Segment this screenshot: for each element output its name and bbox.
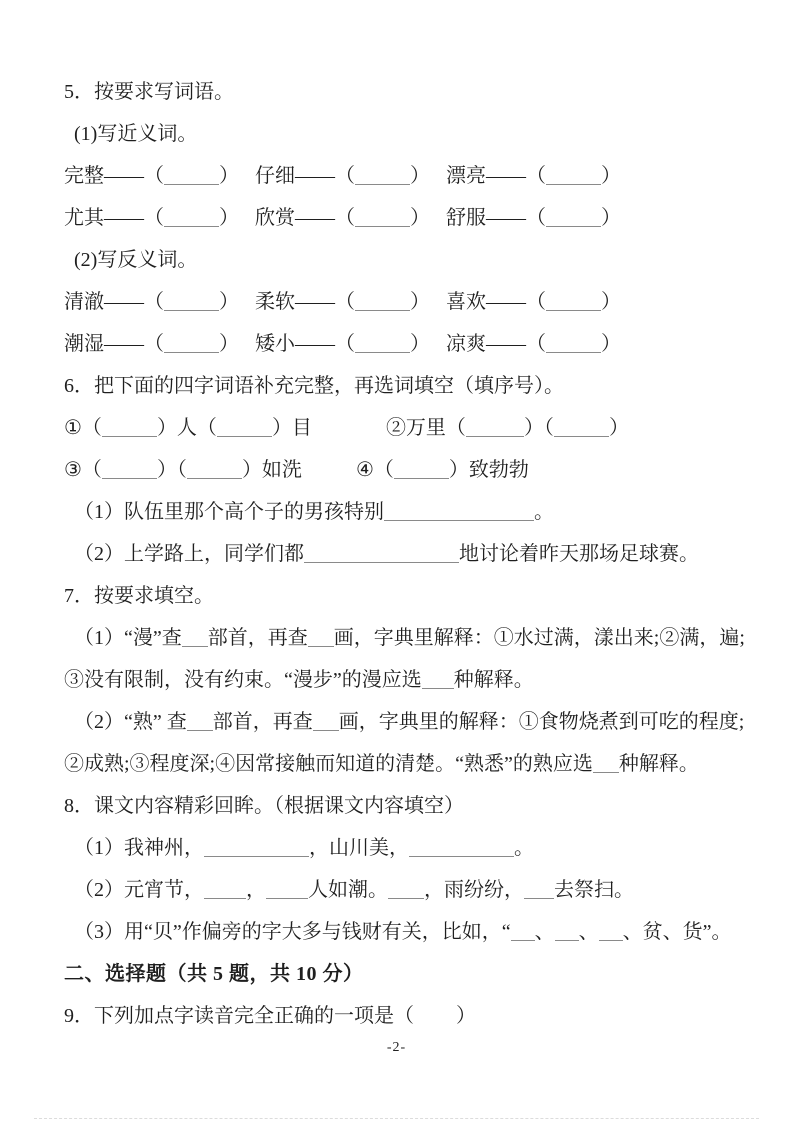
text-run: 种解释。 <box>618 753 699 775</box>
text-run: ） <box>410 291 430 313</box>
answer-blank <box>546 336 601 353</box>
text-run: ） <box>608 417 629 439</box>
text-run: 种解释。 <box>453 669 534 691</box>
text-run: 。 <box>514 837 534 859</box>
text-run: 完整——（ <box>64 165 164 187</box>
text-run: 漂亮——（ <box>446 165 546 187</box>
q7-sub1-line1 <box>64 624 767 652</box>
answer-blank <box>355 210 410 227</box>
text-run: ） <box>601 207 621 229</box>
answer-blank <box>546 210 601 227</box>
text-run: ） <box>601 165 621 187</box>
text-run: 清澈——（ <box>64 291 164 313</box>
answer-blank <box>355 294 410 311</box>
answer-blank <box>554 420 609 437</box>
text-run: （1）我神州， <box>74 837 204 859</box>
q6-idioms-row2 <box>64 456 767 484</box>
q8-fill-2 <box>64 876 767 904</box>
text-run: 潮湿——（ <box>64 333 164 355</box>
q6-idioms-row1 <box>64 414 767 442</box>
q8-fill-1 <box>64 834 767 862</box>
text-run: ） <box>410 333 430 355</box>
text-run: （2）元宵节， <box>74 879 204 901</box>
answer-blank <box>422 672 454 689</box>
spacer <box>239 349 255 350</box>
answer-blank <box>355 336 410 353</box>
answer-blank <box>384 504 534 521</box>
text-run: ） <box>219 333 239 355</box>
text-run: 、 <box>578 921 599 943</box>
q7-title <box>64 582 767 610</box>
text-run: (2)写反义词。 <box>74 249 198 271</box>
page-number: -2- <box>386 1040 407 1055</box>
text-run: ）如洗 <box>241 459 302 481</box>
spacer <box>430 223 446 224</box>
answer-blank <box>546 168 601 185</box>
text-run: 二、选择题（共 5 题，共 10 分） <box>64 963 364 985</box>
spacer <box>430 181 446 182</box>
answer-blank <box>313 714 339 731</box>
spacer <box>430 307 446 308</box>
document-lines <box>64 78 767 1030</box>
spacer <box>312 433 386 434</box>
answer-blank <box>182 630 208 647</box>
text-run: 画，字典里解释：①水过满，漾出来;②满，遍; <box>333 627 745 649</box>
text-run: （3）用“贝”作偏旁的字大多与钱财有关，比如，“ <box>74 921 511 943</box>
answer-blank <box>355 168 410 185</box>
text-run: ） <box>410 207 430 229</box>
text-run: 。 <box>534 501 554 523</box>
q7-sub1-line2 <box>64 666 767 694</box>
text-run: ③没有限制，没有约束。“漫步”的漫应选 <box>64 669 422 691</box>
text-run: ，雨纷纷， <box>424 879 524 901</box>
text-run: ③（ <box>64 459 102 481</box>
answer-blank <box>599 924 623 941</box>
answer-blank <box>304 546 459 563</box>
text-run: 8．课文内容精彩回眸。（根据课文内容填空） <box>64 795 464 817</box>
text-run: ）（ <box>523 417 554 439</box>
text-run: (1)写近义词。 <box>74 123 198 145</box>
answer-blank <box>394 462 449 479</box>
spacer <box>239 307 255 308</box>
q6-fill-2 <box>64 540 767 568</box>
q6-title <box>64 372 767 400</box>
page-bottom-scan-artifact <box>34 1118 759 1119</box>
text-run: 9．下列加点字读音完全正确的一项是（ <box>64 1005 414 1027</box>
answer-blank <box>308 630 334 647</box>
q8-fill-3 <box>64 918 767 946</box>
spacer <box>302 475 356 476</box>
text-run: （2）上学路上，同学们都 <box>74 543 304 565</box>
text-run: 5．按要求写词语。 <box>64 81 234 103</box>
text-run: ④（ <box>355 459 394 481</box>
text-run: （2）“熟” 查 <box>74 711 187 733</box>
text-run: ） <box>601 291 621 313</box>
q8-title <box>64 792 767 820</box>
answer-blank <box>266 882 308 899</box>
text-run: ①（ <box>64 417 102 439</box>
q5-antonyms-row1 <box>64 288 767 316</box>
text-run: 7．按要求填空。 <box>64 585 214 607</box>
answer-blank <box>164 168 219 185</box>
text-run: ） <box>219 165 239 187</box>
q7-sub2-line1 <box>64 708 767 736</box>
answer-blank <box>555 924 579 941</box>
answer-blank <box>466 420 524 437</box>
q5-part1-label <box>64 120 767 148</box>
q6-fill-1 <box>64 498 767 526</box>
answer-blank <box>187 714 213 731</box>
spacer <box>414 1021 456 1022</box>
answer-blank <box>187 462 242 479</box>
text-run: 、 <box>534 921 555 943</box>
text-run: 去祭扫。 <box>554 879 634 901</box>
q5-synonyms-row1 <box>64 162 767 190</box>
text-run: 仔细——（ <box>255 165 355 187</box>
answer-blank <box>164 336 219 353</box>
text-run: 部首，再查 <box>207 627 308 649</box>
answer-blank <box>524 882 554 899</box>
text-run: ②万里（ <box>385 417 466 439</box>
text-run: 6．把下面的四字词语补充完整，再选词填空（填序号）。 <box>64 375 564 397</box>
section2-title <box>64 960 767 988</box>
answer-blank <box>164 210 219 227</box>
q5-part2-label <box>64 246 767 274</box>
text-run: 尤其——（ <box>64 207 164 229</box>
text-run: ）人（ <box>156 417 217 439</box>
text-run: 部首，再查 <box>212 711 313 733</box>
answer-blank <box>546 294 601 311</box>
text-run: 柔软——（ <box>255 291 355 313</box>
q5-synonyms-row2 <box>64 204 767 232</box>
text-run: 喜欢——（ <box>446 291 546 313</box>
q9-title <box>64 1002 767 1030</box>
text-run: 人如潮。 <box>308 879 388 901</box>
text-run: 、贫、货”。 <box>622 921 732 943</box>
text-run: ， <box>246 879 266 901</box>
text-run: 地讨论着昨天那场足球赛。 <box>459 543 699 565</box>
text-run: （1）“漫”查 <box>74 627 182 649</box>
text-run: 舒服——（ <box>446 207 546 229</box>
text-run: 凉爽——（ <box>446 333 546 355</box>
text-run: ）（ <box>156 459 187 481</box>
text-run: ）目 <box>271 417 312 439</box>
answer-blank <box>204 882 246 899</box>
spacer <box>239 181 255 182</box>
q7-sub2-line2 <box>64 750 767 778</box>
answer-blank <box>102 420 157 437</box>
text-run: ） <box>601 333 621 355</box>
answer-blank <box>388 882 424 899</box>
text-run: ） <box>456 1005 476 1027</box>
spacer <box>430 349 446 350</box>
answer-blank <box>204 840 309 857</box>
text-run: 矮小——（ <box>255 333 355 355</box>
spacer <box>239 223 255 224</box>
answer-blank <box>217 420 272 437</box>
text-run: 欣赏——（ <box>255 207 355 229</box>
text-run: ，山川美， <box>309 837 409 859</box>
answer-blank <box>593 756 619 773</box>
text-run: ） <box>410 165 430 187</box>
text-run: （1）队伍里那个高个子的男孩特别 <box>74 501 384 523</box>
text-run: ②成熟;③程度深;④因常接触而知道的清楚。“熟悉”的熟应选 <box>64 753 593 775</box>
text-run: ）致勃勃 <box>448 459 529 481</box>
q5-title <box>64 78 767 106</box>
answer-blank <box>164 294 219 311</box>
text-run: ） <box>219 291 239 313</box>
answer-blank <box>102 462 157 479</box>
q5-antonyms-row2 <box>64 330 767 358</box>
answer-blank <box>511 924 535 941</box>
text-run: ） <box>219 207 239 229</box>
text-run: 画，字典里的解释：①食物烧煮到可吃的程度; <box>338 711 745 733</box>
answer-blank <box>409 840 514 857</box>
